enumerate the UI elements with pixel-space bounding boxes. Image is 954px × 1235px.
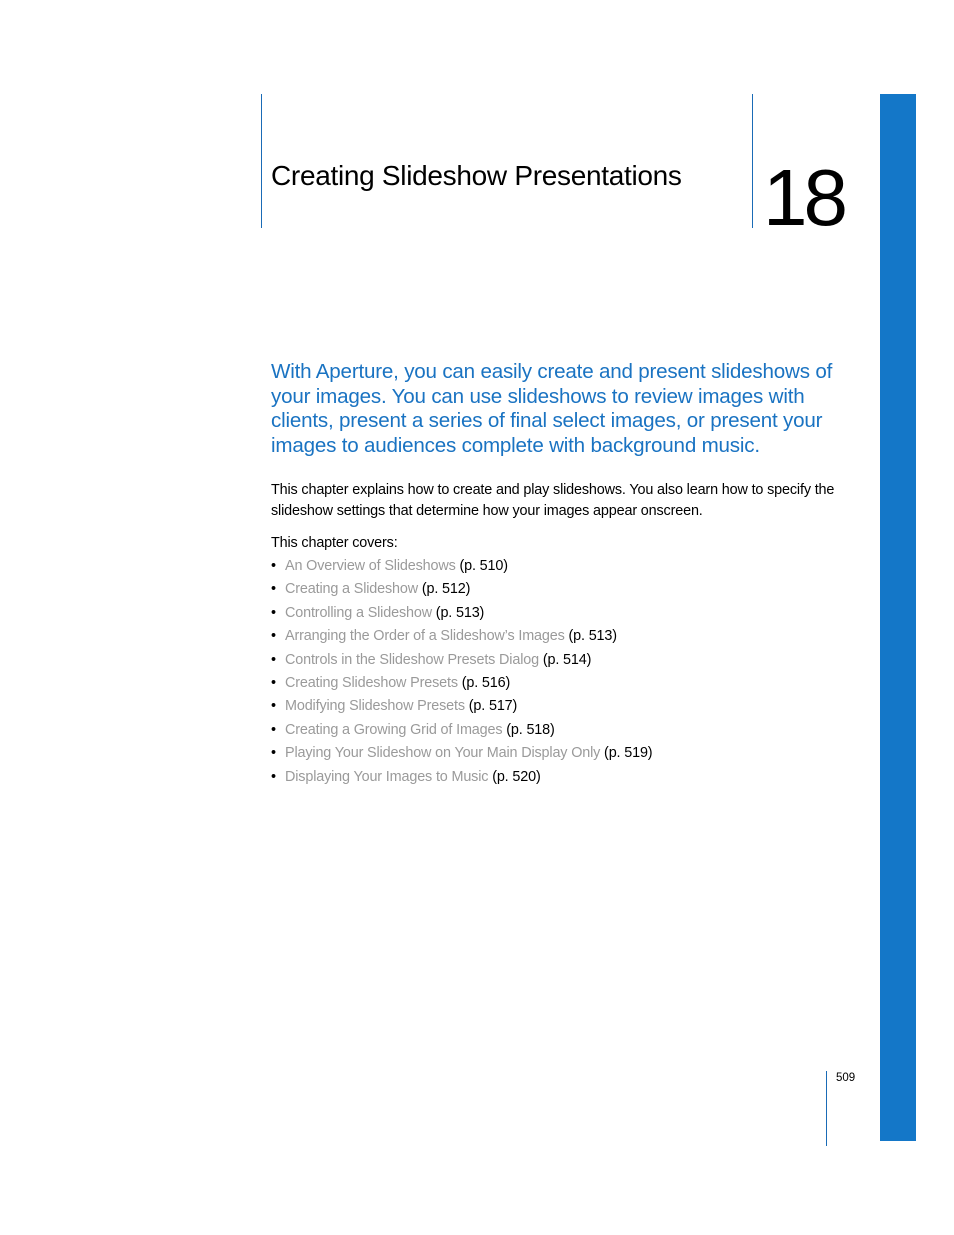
toc-page-ref: (p. 512) — [421, 581, 471, 598]
chapter-covers-label: This chapter covers: — [271, 535, 398, 551]
list-item — [271, 673, 652, 696]
list-item — [271, 579, 652, 602]
page-number-rule — [826, 1071, 827, 1146]
toc-page-ref: (p. 517) — [468, 698, 518, 715]
title-left-rule — [261, 94, 262, 228]
list-item — [271, 650, 652, 673]
toc-link[interactable]: Arranging the Order of a Slideshow’s Images — [285, 628, 565, 645]
toc-page-ref: (p. 514) — [542, 651, 592, 668]
toc-link[interactable]: Playing Your Slideshow on Your Main Display Only — [285, 745, 601, 762]
chapter-number: 18 — [763, 153, 844, 242]
chapter-title: Creating Slideshow Presentations — [271, 160, 682, 191]
bullet: • — [271, 651, 276, 668]
toc-link[interactable]: Creating Slideshow Presets — [285, 674, 458, 691]
bullet: • — [271, 628, 276, 645]
bullet: • — [271, 745, 276, 762]
bullet: • — [271, 721, 276, 738]
toc-link[interactable]: An Overview of Slideshows — [285, 558, 456, 574]
toc-page-ref: (p. 510) — [459, 558, 508, 574]
chapter-contents-list — [271, 556, 652, 790]
toc-page-ref: (p. 519) — [604, 745, 653, 762]
toc-link[interactable]: Creating a Slideshow — [285, 581, 418, 598]
bullet: • — [271, 768, 276, 785]
body-paragraph: This chapter explains how to create and play slideshows. You also learn how to specify the slideshow settings that determine how your images appear onscreen. — [271, 482, 835, 519]
toc-page-ref: (p. 513) — [568, 628, 617, 645]
list-item — [271, 767, 652, 790]
bullet: • — [271, 581, 276, 598]
toc-page-ref: (p. 518) — [506, 721, 555, 738]
chapter-number-rule — [752, 94, 753, 228]
list-item — [271, 556, 652, 579]
toc-link[interactable]: Controlling a Slideshow — [285, 604, 432, 621]
intro-paragraph: With Aperture, you can easily create and present slideshows of your images. You can use slideshows to review images with clients, present a series of final select images, or present your images to audiences complete with background music. — [271, 360, 833, 457]
bullet: • — [271, 698, 276, 715]
bullet: • — [271, 558, 276, 574]
toc-link[interactable]: Modifying Slideshow Presets — [285, 698, 465, 715]
toc-link[interactable]: Creating a Growing Grid of Images — [285, 721, 503, 738]
toc-page-ref: (p. 520) — [492, 768, 541, 785]
chapter-side-tab — [880, 94, 916, 1141]
list-item — [271, 603, 652, 626]
toc-page-ref: (p. 516) — [461, 674, 511, 691]
list-item — [271, 720, 652, 743]
toc-link[interactable]: Controls in the Slideshow Presets Dialog — [285, 651, 539, 668]
toc-link[interactable]: Displaying Your Images to Music — [285, 768, 489, 785]
toc-page-ref: (p. 513) — [435, 604, 485, 621]
bullet: • — [271, 604, 276, 621]
bullet: • — [271, 674, 276, 691]
page-number: 509 — [836, 1072, 856, 1084]
list-item — [271, 696, 652, 719]
list-item — [271, 626, 652, 649]
list-item — [271, 743, 652, 766]
